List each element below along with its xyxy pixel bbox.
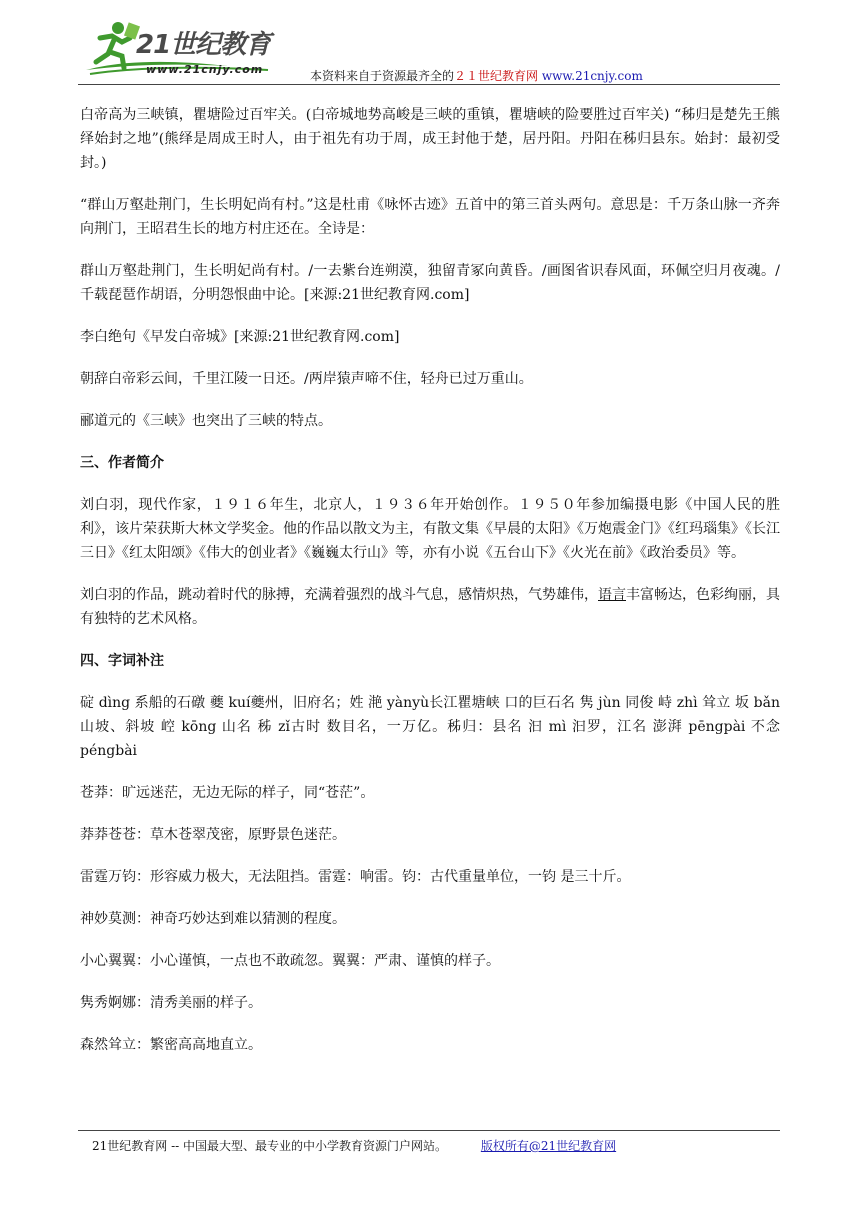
term-item: 神妙莫测：神奇巧妙达到难以猜测的程度。 [80,911,346,927]
glossary-paragraph: 碇 dìng 系船的石礅 夔 kuí夔州，旧府名；姓 滟 yànyù长江瞿塘峡 口的巨石名 隽 jùn 同俊 峙 zhì 耸立 坂 bǎn 山坡、斜坡 崆 kōng 山名 秭 zǐ古时 数目名，一万亿。秭归：县名 汩 mì 汩罗，江名 澎湃 pēngpài 不念 péngbài [80,695,780,759]
paragraph-text: 刘白羽的作品，跳动着时代的脉搏，充满着强烈的战斗气息，感情炽热，气势雄伟， [80,587,598,603]
document-body [80,103,780,1075]
term-item: 隽秀婀娜：清秀美丽的样子。 [80,995,262,1011]
paragraph: 朝辞白帝彩云间，千里江陵一日还。/两岸猿声啼不住，轻舟已过万重山。 [80,371,533,387]
paragraph: 群山万壑赴荆门，生长明妃尚有村。/一去紫台连朔漠，独留青冢向黄昏。/画图省识春风面，环佩空归月夜魂。/千载琵琶作胡语，分明怨恨曲中论。[来源:21世纪教育网.com] [80,263,780,303]
section-heading-vocab: 四、字词补注 [80,653,164,669]
tagline-url-link[interactable]: www.21cnjy.com [541,69,643,83]
tagline-prefix: 本资料来自于资源最齐全的 [310,69,455,83]
paragraph-text: 丰富畅达，色彩绚丽，具有独特的艺术风格。 [80,587,780,627]
copyright-link[interactable]: 版权所有@21世纪教育网 [480,1139,617,1153]
term-item: 莽莽苍苍：草木苍翠茂密，原野景色迷茫。 [80,827,346,843]
page-footer [92,1137,616,1154]
underlined-link[interactable]: 语言 [598,587,626,603]
paragraph: 李白绝句《早发白帝城》[来源:21世纪教育网.com] [80,329,400,345]
term-item: 森然耸立：繁密高高地直立。 [80,1037,262,1053]
logo-url: www.21cnjy.com [146,63,264,76]
tagline-site-link[interactable]: ２１世纪教育网 [454,69,539,83]
paragraph: “群山万壑赴荆门，生长明妃尚有村。”这是杜甫《咏怀古迹》五首中的第三首头两句。意思是：千万条山脉一齐奔向荆门，王昭君生长的地方村庄还在。全诗是： [80,197,780,237]
term-item: 小心翼翼：小心谨慎，一点也不敢疏忽。翼翼：严肃、谨慎的样子。 [80,953,500,969]
paragraph: 郦道元的《三峡》也突出了三峡的特点。 [80,413,332,429]
term-item: 雷霆万钧：形容威力极大，无法阻挡。雷霆：响雷。钧：古代重量单位，一钧 是三十斤。 [80,869,631,885]
term-item: 苍莽：旷远迷茫，无边无际的样子，同“苍茫”。 [80,785,375,801]
footer-text: 21世纪教育网 -- 中国最大型、最专业的中小学教育资源门户网站。 [92,1139,448,1153]
section-heading-author: 三、作者简介 [80,455,164,471]
site-logo[interactable] [78,18,278,78]
paragraph: 刘白羽，现代作家，１９１６年生，北京人，１９３６年开始创作。１９５０年参加编摄电影《中国人民的胜利》，该片荣获斯大林文学奖金。他的作品以散文为主，有散文集《早晨的太阳》《万炮震金门》《红玛瑙集》《长江三日》《红太阳颂》《伟大的创业者》《巍巍太行山》等，亦有小说《五台山下》《火光在前》《政治委员》等。 [80,497,780,561]
header-divider [78,84,780,85]
header-tagline [310,67,643,84]
footer-divider [78,1130,780,1131]
paragraph [80,583,780,631]
paragraph: 白帝高为三峡镇，瞿塘险过百牢关。(白帝城地势高峻是三峡的重镇，瞿塘峡的险要胜过百牢关) “秭归是楚先王熊绎始封之地”(熊绎是周成王时人，由于祖先有功于周，成王封他于楚，居丹阳。丹阳在秭归县东。始封：最初受封。) [80,107,780,171]
logo-text: 21世纪教育 [136,30,271,60]
page-header [78,18,780,84]
